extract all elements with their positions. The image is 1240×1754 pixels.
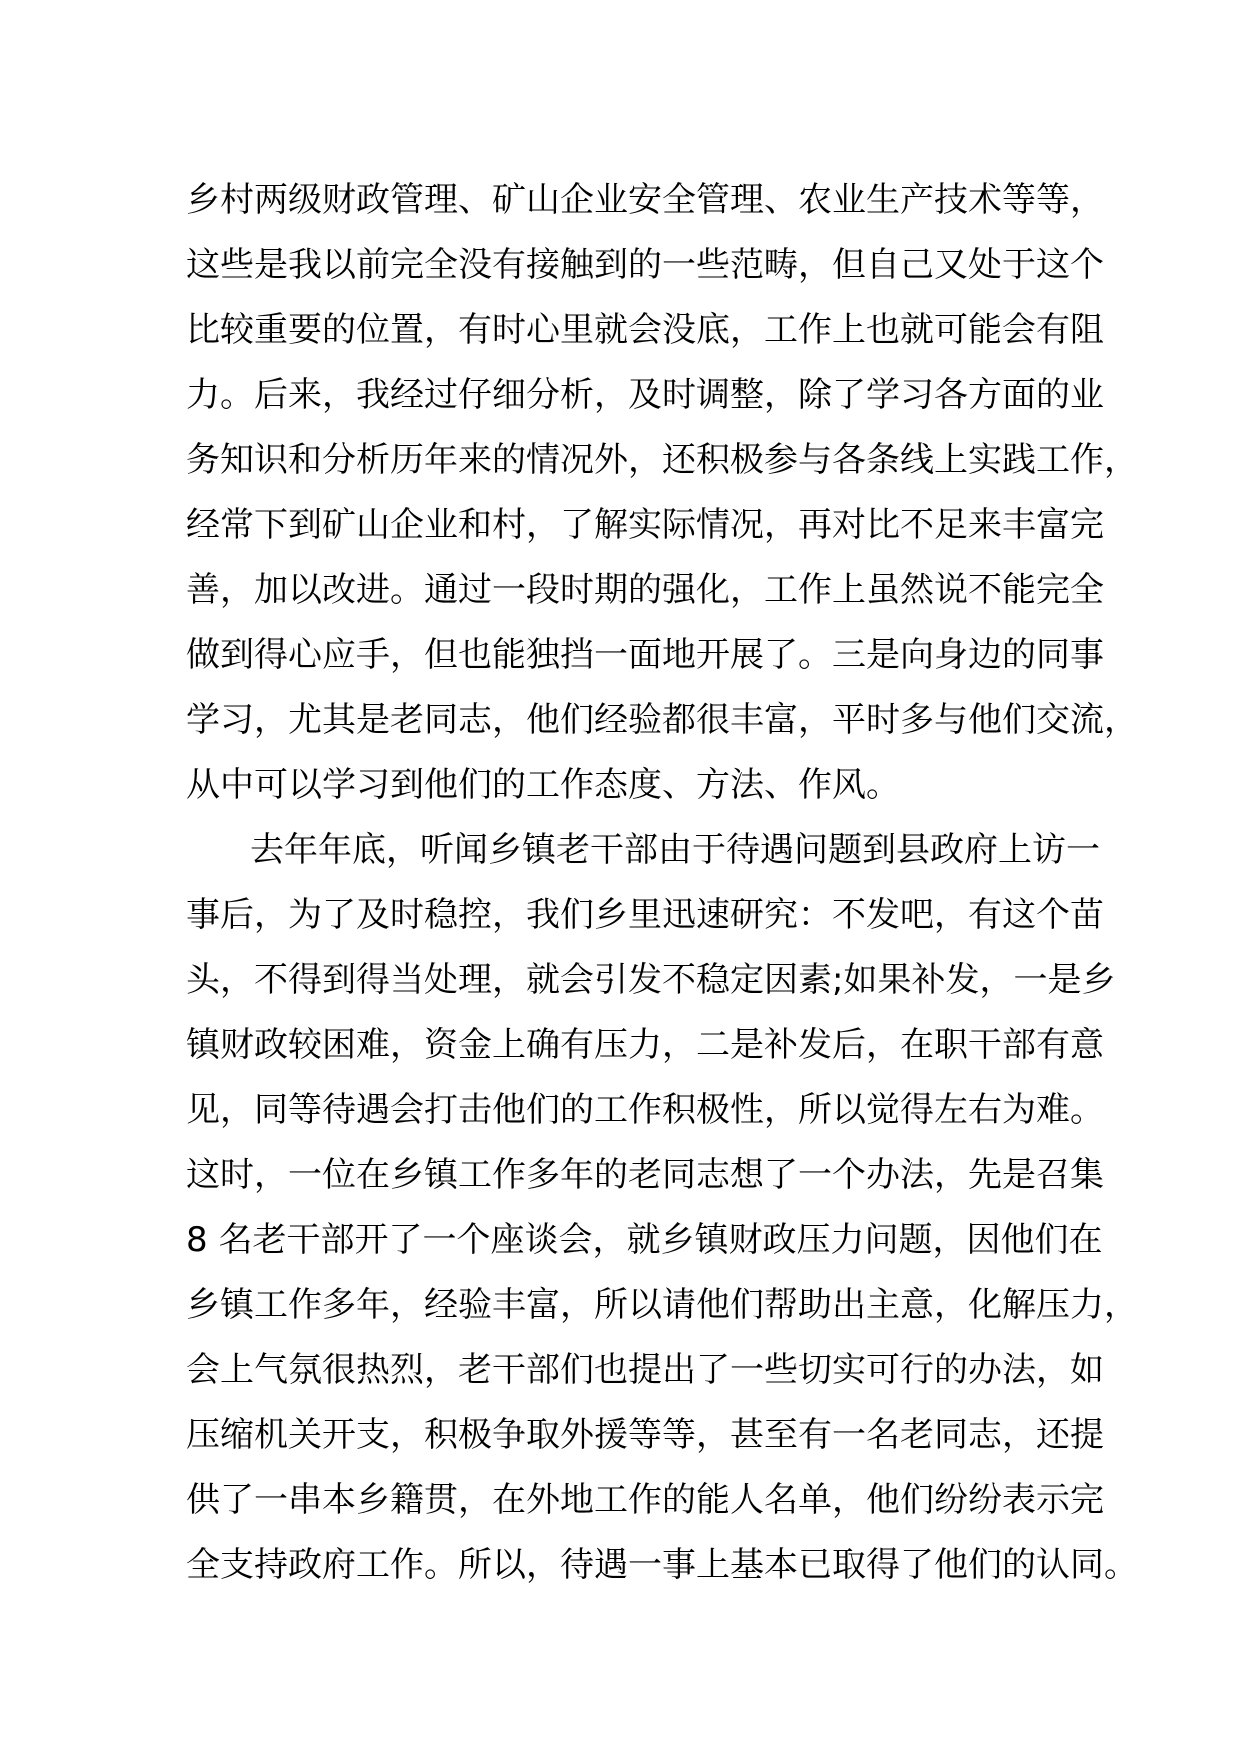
- text-line: 全支持政府工作。所以，待遇一事上基本已取得了他们的认同。: [186, 1545, 1138, 1585]
- text-line: 乡镇工作多年，经验丰富，所以请他们帮助出主意，化解压力，: [186, 1285, 1138, 1325]
- text-line: 这些是我以前完全没有接触到的一些范畴，但自己又处于这个: [186, 245, 1104, 285]
- document-body: [186, 168, 1138, 1598]
- text-line: 力。后来，我经过仔细分析，及时调整，除了学习各方面的业: [186, 375, 1104, 415]
- text-line: 压缩机关开支，积极争取外援等等，甚至有一名老同志，还提: [186, 1415, 1104, 1455]
- text-line: 会上气氛很热烈，老干部们也提出了一些切实可行的办法，如: [186, 1350, 1104, 1390]
- text-line: 见，同等待遇会打击他们的工作积极性，所以觉得左右为难。: [186, 1090, 1104, 1130]
- text-line: 头，不得到得当处理，就会引发不稳定因素;如果补发，一是乡: [186, 960, 1116, 1000]
- paragraph-2: [186, 818, 1138, 1598]
- text-line: 供了一串本乡籍贯，在外地工作的能人名单，他们纷纷表示完: [186, 1480, 1104, 1520]
- text-line: 事后，为了及时稳控，我们乡里迅速研究：不发吧，有这个苗: [186, 895, 1104, 935]
- paragraph-1: [186, 168, 1138, 818]
- text-line: 经常下到矿山企业和村，了解实际情况，再对比不足来丰富完: [186, 505, 1104, 545]
- text-line: 比较重要的位置，有时心里就会没底，工作上也就可能会有阻: [186, 310, 1104, 350]
- text-line: 8 名老干部开了一个座谈会，就乡镇财政压力问题，因他们在: [186, 1220, 1103, 1260]
- text-line: 善，加以改进。通过一段时期的强化，工作上虽然说不能完全: [186, 570, 1104, 610]
- text-line: 乡村两级财政管理、矿山企业安全管理、农业生产技术等等，: [186, 180, 1104, 220]
- text-line-indented: 去年年底，听闻乡镇老干部由于待遇问题到县政府上访一: [250, 830, 1100, 870]
- text-line: 学习，尤其是老同志，他们经验都很丰富，平时多与他们交流，: [186, 700, 1138, 740]
- text-line: 这时，一位在乡镇工作多年的老同志想了一个办法，先是召集: [186, 1155, 1104, 1195]
- text-line: 做到得心应手，但也能独挡一面地开展了。三是向身边的同事: [186, 635, 1104, 675]
- text-line: 从中可以学习到他们的工作态度、方法、作风。: [186, 765, 900, 805]
- text-line: 镇财政较困难，资金上确有压力，二是补发后，在职干部有意: [186, 1025, 1104, 1065]
- text-line: 务知识和分析历年来的情况外，还积极参与各条线上实践工作，: [186, 440, 1138, 480]
